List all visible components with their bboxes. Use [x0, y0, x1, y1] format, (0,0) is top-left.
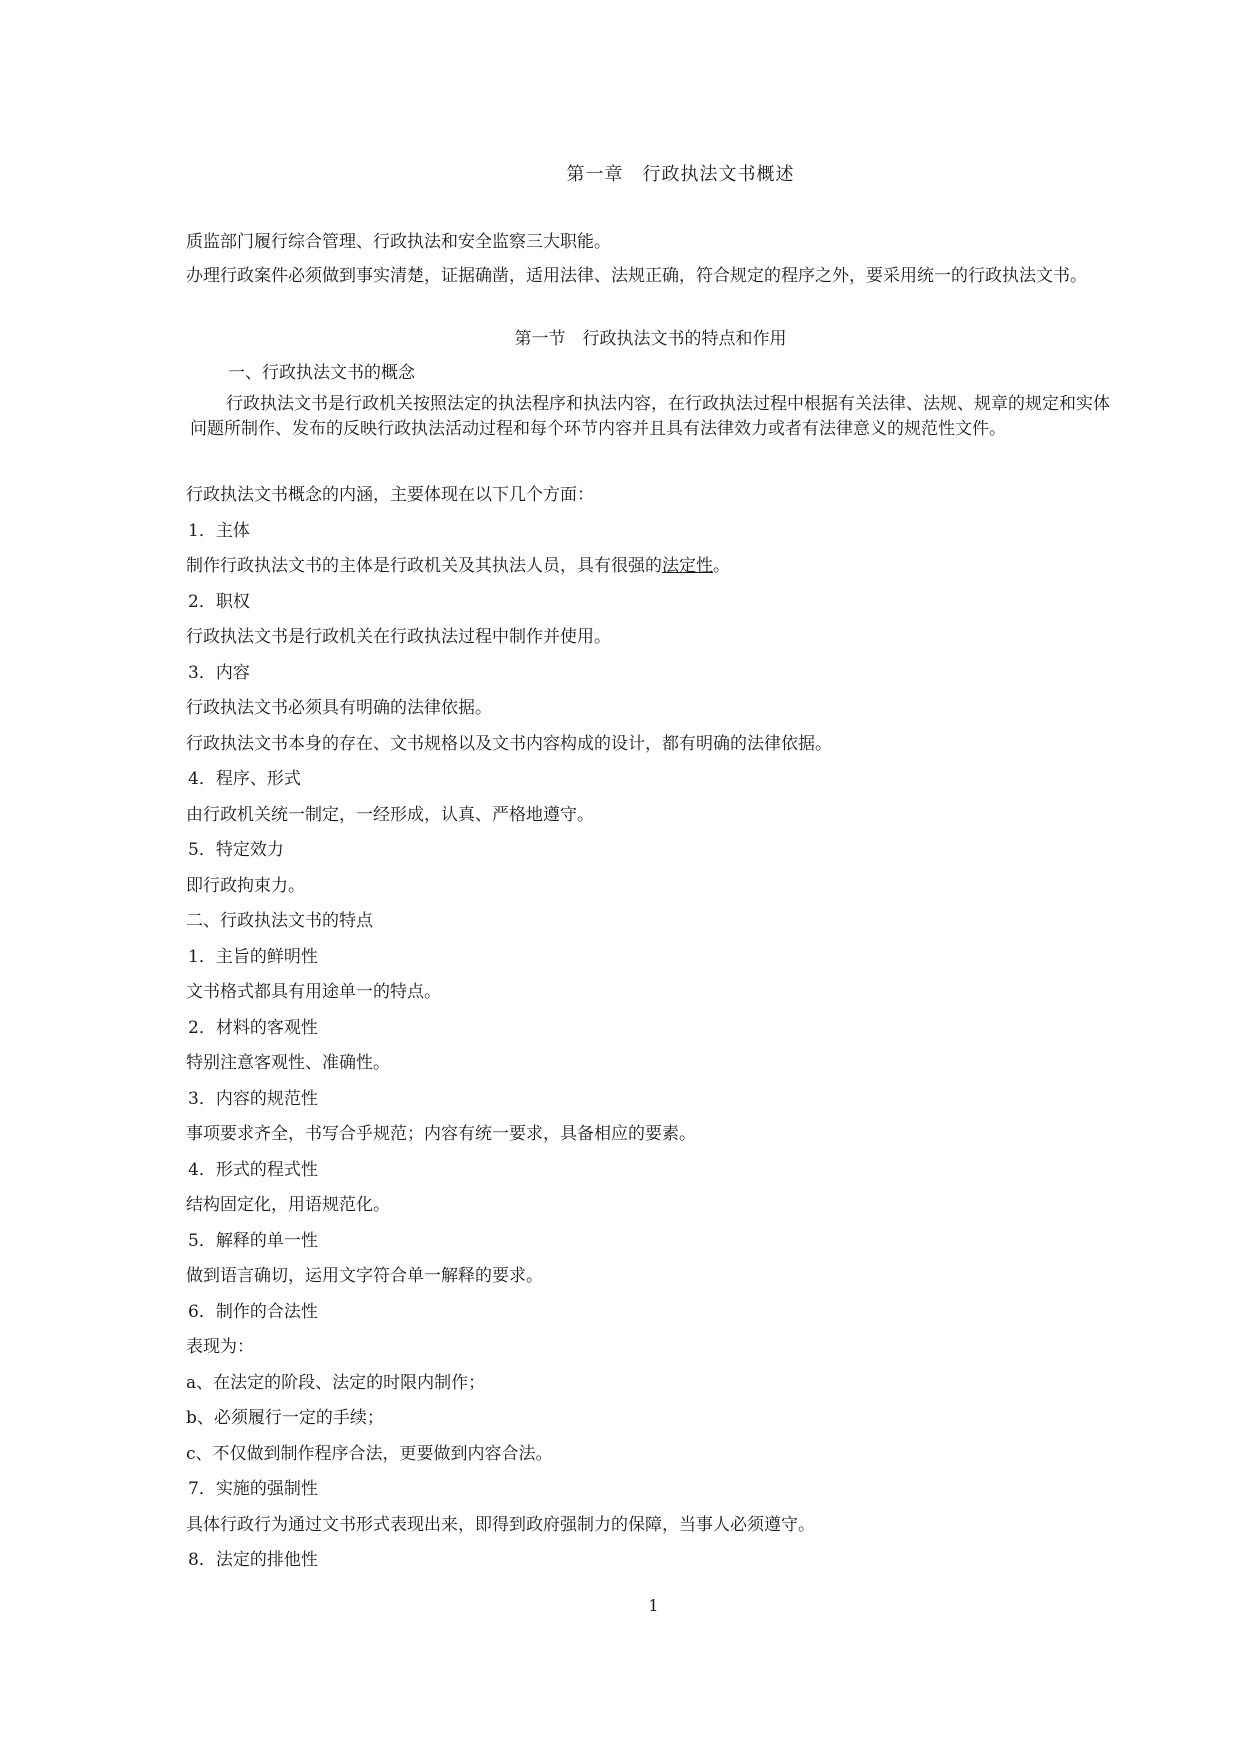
body-line: 文书格式都具有用途单一的特点。 [186, 982, 441, 1002]
item-heading: 6．制作的合法性 [188, 1301, 318, 1322]
item-heading: 7．实施的强制性 [188, 1479, 318, 1499]
item-heading: 3．内容 [188, 662, 250, 683]
item-heading: 5．特定效力 [188, 840, 284, 860]
item-heading: 2．材料的客观性 [188, 1017, 318, 1038]
item-heading: 4．程序、形式 [188, 769, 301, 789]
chapter-title: 第一章 行政执法文书概述 [566, 164, 795, 185]
body-line: 行政执法文书概念的内涵，主要体现在以下几个方面： [186, 485, 594, 505]
intro-paragraph-2: 办理行政案件必须做到事实清楚，证据确凿，适用法律、法规正确，符合规定的程序之外，要采用统一的行政执法文书。 [186, 266, 1087, 286]
body-line: c、不仅做到制作程序合法，更要做到内容合法。 [186, 1443, 553, 1464]
item-heading: 2．职权 [188, 591, 250, 612]
body-line: 事项要求齐全，书写合乎规范；内容有统一要求，具备相应的要素。 [186, 1124, 696, 1144]
section-title: 第一节 行政执法文书的特点和作用 [514, 329, 787, 349]
body-line: 特别注意客观性、准确性。 [186, 1053, 390, 1073]
body-line: 由行政机关统一制定，一经形成，认真、严格地遵守。 [186, 804, 594, 825]
body-line: b、必须履行一定的手续； [186, 1408, 384, 1428]
body-line: 具体行政行为通过文书形式表现出来，即得到政府强制力的保障，当事人必须遵守。 [186, 1514, 815, 1535]
intro-paragraph-1: 质监部门履行综合管理、行政执法和安全监察三大职能。 [186, 232, 611, 252]
body-line [186, 549, 1126, 585]
concept-paragraph: 行政执法文书是行政机关按照法定的执法程序和执法内容，在行政执法过程中根据有关法律、法规、规章的规定和实体问题所制作、发布的反映行政执法活动过程和每个环节内容并且具有法律效力或者有法律意义的规范性文件。 [190, 394, 1110, 439]
item-heading: 3．内容的规范性 [188, 1088, 318, 1109]
body-line: 行政执法文书是行政机关在行政执法过程中制作并使用。 [186, 627, 611, 647]
body-lines [186, 478, 1126, 1579]
body-line: 表现为： [186, 1337, 254, 1357]
item-heading: 1．主体 [188, 520, 250, 541]
body-line: 即行政拘束力。 [186, 875, 305, 896]
item-heading: 4．形式的程式性 [188, 1159, 318, 1180]
item-heading: 1．主旨的鲜明性 [188, 946, 318, 967]
body-line: 行政执法文书本身的存在、文书规格以及文书内容构成的设计，都有明确的法律依据。 [186, 733, 832, 754]
intro-block [150, 228, 1125, 296]
subsection-heading-features: 二、行政执法文书的特点 [186, 911, 373, 931]
item-heading: 8．法定的排他性 [188, 1550, 318, 1570]
body-text: 。 [713, 556, 730, 576]
body-line: a、在法定的阶段、法定的时限内制作； [186, 1372, 486, 1393]
body-line: 行政执法文书必须具有明确的法律依据。 [186, 698, 492, 718]
item-heading: 5．解释的单一性 [188, 1230, 318, 1251]
page-number: 1 [648, 1596, 659, 1615]
body-line: 做到语言确切，运用文字符合单一解释的要求。 [186, 1266, 543, 1286]
subsection-heading-concept: 一、行政执法文书的概念 [228, 363, 415, 383]
underlined-term: 法定性 [662, 556, 713, 576]
body-text: 制作行政执法文书的主体是行政机关及其执法人员，具有很强的 [186, 556, 662, 576]
body-line: 结构固定化，用语规范化。 [186, 1195, 390, 1215]
